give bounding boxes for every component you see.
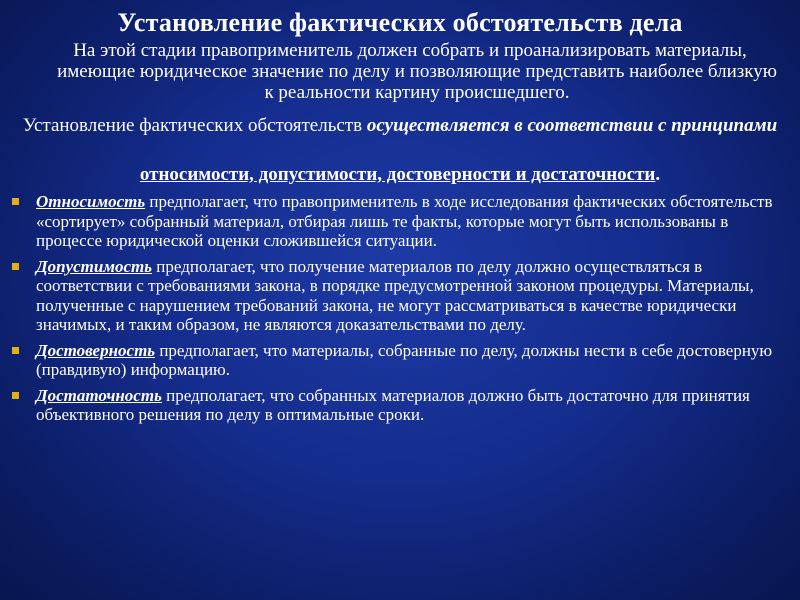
- item-text: предполагает, что материалы, собранные по делу, должны нести в себе достоверную (правдивую) информацию.: [36, 340, 773, 379]
- principle-list: [0, 164, 800, 186]
- principle-lead: Установление фактических обстоятельств: [22, 115, 367, 136]
- item-term: Допустимость: [36, 256, 153, 276]
- principle-list-period: .: [655, 164, 661, 185]
- list-item-sufficiency: [10, 386, 790, 425]
- list-item-relevance: [10, 192, 790, 251]
- item-term: Достоверность: [36, 340, 156, 360]
- principle-list-text: относимости, допустимости, достоверности и достаточности: [139, 164, 656, 185]
- item-text: предполагает, что собранных материалов должно быть достаточно для принятия объективного решения по делу в оптимальные сроки.: [36, 385, 750, 424]
- square-bullet-icon: [12, 392, 19, 399]
- principles-bullet-list: [10, 192, 790, 431]
- principle-statement: [0, 115, 800, 136]
- list-item-reliability: [10, 341, 790, 380]
- item-term: Относимость: [36, 192, 146, 211]
- item-text: предполагает, что правоприменитель в ходе исследования фактических обстоятельств «сортирует» собранный материал, отбирая лишь те факты, которые могут быть использованы в процессе юридической оценки сложившейся ситуации.: [36, 192, 773, 250]
- square-bullet-icon: [12, 198, 19, 205]
- list-item-admissibility: [10, 257, 790, 335]
- intro-paragraph: На этой стадии правоприменитель должен собрать и проанализировать материалы, имеющие юридическое значение по делу и позволяющие представить наиболее близкую к реальности картину происшедшего.: [57, 40, 777, 103]
- principle-emphasis: осуществляется в соответствии с принципами: [366, 115, 778, 136]
- item-term: Достаточность: [36, 385, 162, 405]
- slide-title: Установление фактических обстоятельств дела: [117, 8, 683, 37]
- square-bullet-icon: [12, 347, 19, 354]
- square-bullet-icon: [12, 263, 19, 270]
- item-text: предполагает, что получение материалов по делу должно осуществляться в соответствии с требованиями закона, в порядке предусмотренной законом процедуры. Материалы, полученные с нарушением требований закона, не могут рассматриваться в качестве юридически значимых, и таким образом, не являются доказательствами по делу.: [36, 256, 754, 334]
